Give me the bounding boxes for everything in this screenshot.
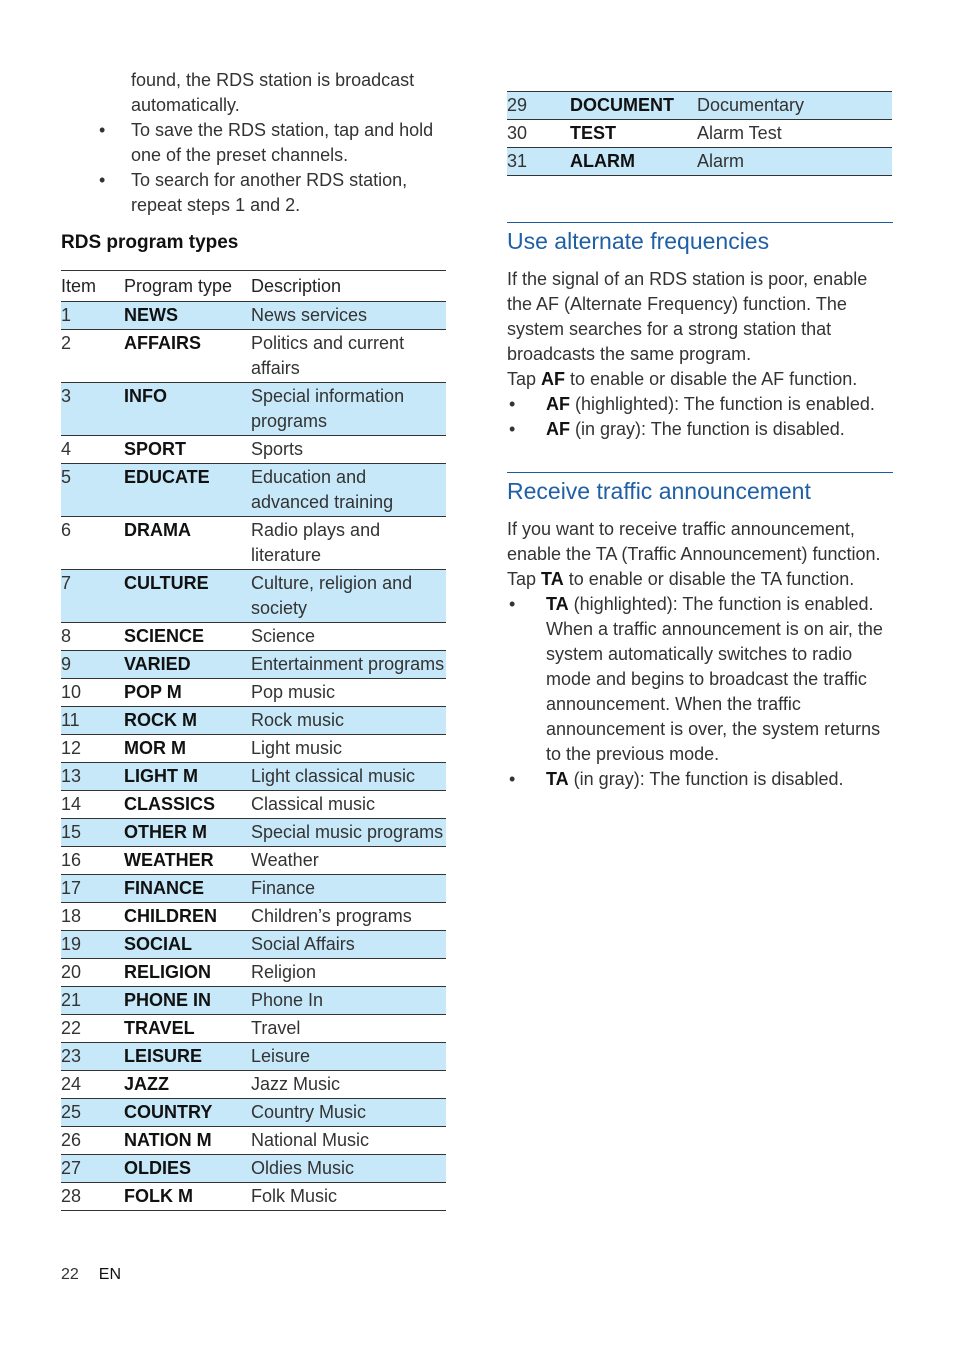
- bullet-icon: •: [99, 170, 106, 190]
- rds-program-table-continued: [507, 91, 892, 176]
- page-footer: [61, 1266, 121, 1284]
- table-row: [61, 1099, 446, 1127]
- cell-description: Finance: [251, 875, 446, 903]
- cell-program-type: JAZZ: [124, 1071, 251, 1099]
- table-row: [61, 1155, 446, 1183]
- table-row: [61, 1015, 446, 1043]
- cell-program-type: NEWS: [124, 302, 251, 330]
- table-body: [61, 302, 446, 1211]
- table-row: [507, 120, 892, 148]
- cell-program-type: LEISURE: [124, 1043, 251, 1071]
- cell-item: 29: [507, 92, 570, 120]
- bullet-icon: •: [509, 394, 516, 414]
- table-row: [61, 791, 446, 819]
- cell-item: 4: [61, 436, 124, 464]
- cell-description: Alarm: [697, 148, 892, 176]
- ta-section: [507, 472, 893, 792]
- cell-description: Science: [251, 623, 446, 651]
- bullet-icon: •: [509, 769, 516, 789]
- table-row: [61, 1183, 446, 1211]
- cell-description: Documentary: [697, 92, 892, 120]
- table-row: [507, 92, 892, 120]
- cell-program-type: RELIGION: [124, 959, 251, 987]
- cell-description: Sports: [251, 436, 446, 464]
- table-row: [61, 959, 446, 987]
- cell-program-type: ROCK M: [124, 707, 251, 735]
- ta-intro: If you want to receive traffic announcement, enable the TA (Traffic Announcement) function.: [507, 519, 881, 564]
- cell-item: 19: [61, 931, 124, 959]
- bullet-icon: •: [509, 419, 516, 439]
- cell-program-type: OTHER M: [124, 819, 251, 847]
- cell-item: 16: [61, 847, 124, 875]
- cell-description: Religion: [251, 959, 446, 987]
- table-row: [61, 330, 446, 383]
- cell-program-type: AFFAIRS: [124, 330, 251, 383]
- list-item: • TA (highlighted): The function is enabled. When a traffic announcement is on air, the system automatically switches to radio mode and begins to broadcast the traffic announcement. When the traffic announcement is over, the system returns to the previous mode.: [509, 594, 883, 764]
- cell-program-type: EDUCATE: [124, 464, 251, 517]
- cell-description: Light classical music: [251, 763, 446, 791]
- cell-description: Oldies Music: [251, 1155, 446, 1183]
- cell-item: 20: [61, 959, 124, 987]
- cell-program-type: LIGHT M: [124, 763, 251, 791]
- cell-description: Education and advanced training: [251, 464, 446, 517]
- page-number: 22: [61, 1266, 79, 1283]
- cell-program-type: NATION M: [124, 1127, 251, 1155]
- cell-program-type: CLASSICS: [124, 791, 251, 819]
- table-row: [61, 623, 446, 651]
- cell-item: 31: [507, 148, 570, 176]
- cell-item: 27: [61, 1155, 124, 1183]
- rds-program-table: [61, 270, 446, 1211]
- table-row: [61, 819, 446, 847]
- cell-item: 25: [61, 1099, 124, 1127]
- table-row: [61, 987, 446, 1015]
- table-row: [61, 570, 446, 623]
- cell-program-type: DRAMA: [124, 517, 251, 570]
- cell-program-type: INFO: [124, 383, 251, 436]
- cell-program-type: WEATHER: [124, 847, 251, 875]
- cell-program-type: VARIED: [124, 651, 251, 679]
- cell-description: Classical music: [251, 791, 446, 819]
- ta-bullet-list: [507, 592, 893, 792]
- table-row: [61, 679, 446, 707]
- header-program-type: Program type: [124, 271, 251, 302]
- cell-description: Social Affairs: [251, 931, 446, 959]
- cell-description: Rock music: [251, 707, 446, 735]
- cell-program-type: DOCUMENT: [570, 92, 697, 120]
- cell-description: Alarm Test: [697, 120, 892, 148]
- cell-program-type: SOCIAL: [124, 931, 251, 959]
- af-section: [507, 222, 893, 442]
- list-item: • AF (highlighted): The function is enabled.: [507, 392, 893, 417]
- af-bullet-list: [507, 392, 893, 442]
- cell-description: Special information programs: [251, 383, 446, 436]
- cell-description: Pop music: [251, 679, 446, 707]
- list-item: • To save the RDS station, tap and hold one of the preset channels.: [99, 120, 434, 165]
- cell-item: 8: [61, 623, 124, 651]
- cell-program-type: SPORT: [124, 436, 251, 464]
- table-row: [61, 517, 446, 570]
- cell-program-type: COUNTRY: [124, 1099, 251, 1127]
- cell-description: Special music programs: [251, 819, 446, 847]
- af-intro: If the signal of an RDS station is poor, enable the AF (Alternate Frequency) function. The system searches for a strong station that broadcasts the same program.: [507, 269, 868, 364]
- cell-item: 6: [61, 517, 124, 570]
- cell-description: Weather: [251, 847, 446, 875]
- header-item: Item: [61, 271, 124, 302]
- cell-program-type: SCIENCE: [124, 623, 251, 651]
- table-row: [61, 1071, 446, 1099]
- cell-item: 18: [61, 903, 124, 931]
- language-code: EN: [98, 1266, 122, 1283]
- cell-item: 13: [61, 763, 124, 791]
- table-row: [61, 436, 446, 464]
- table-row: [61, 1127, 446, 1155]
- list-item: • TA (in gray): The function is disabled.: [507, 767, 893, 792]
- cell-item: 5: [61, 464, 124, 517]
- cell-program-type: TEST: [570, 120, 697, 148]
- table-row: [61, 763, 446, 791]
- table-row: [507, 148, 892, 176]
- right-column: [507, 75, 893, 792]
- ta-tap-instruction: Tap TA to enable or disable the TA function.: [507, 569, 855, 589]
- ta-section-title: Receive traffic announcement: [507, 478, 811, 504]
- table-row: [61, 464, 446, 517]
- cell-item: 23: [61, 1043, 124, 1071]
- list-item: • To search for another RDS station, repeat steps 1 and 2.: [99, 170, 408, 215]
- cell-description: Radio plays and literature: [251, 517, 446, 570]
- table-row: [61, 302, 446, 330]
- cell-item: 7: [61, 570, 124, 623]
- cell-program-type: ALARM: [570, 148, 697, 176]
- cell-program-type: FINANCE: [124, 875, 251, 903]
- cell-program-type: PHONE IN: [124, 987, 251, 1015]
- list-item: • AF (in gray): The function is disabled.: [507, 417, 893, 442]
- table-row: [61, 931, 446, 959]
- header-description: Description: [251, 271, 446, 302]
- bullet-icon: •: [99, 120, 106, 140]
- cell-item: 30: [507, 120, 570, 148]
- cell-description: Travel: [251, 1015, 446, 1043]
- table-row: [61, 707, 446, 735]
- table-row: [61, 903, 446, 931]
- cell-description: Leisure: [251, 1043, 446, 1071]
- table-row: [61, 651, 446, 679]
- table-row: [61, 1043, 446, 1071]
- cell-description: Children’s programs: [251, 903, 446, 931]
- cell-description: Jazz Music: [251, 1071, 446, 1099]
- cell-description: Culture, religion and society: [251, 570, 446, 623]
- cell-item: 12: [61, 735, 124, 763]
- cell-item: 2: [61, 330, 124, 383]
- cell-item: 17: [61, 875, 124, 903]
- cell-item: 14: [61, 791, 124, 819]
- af-tap-instruction: Tap AF to enable or disable the AF function.: [507, 369, 858, 389]
- cell-description: Folk Music: [251, 1183, 446, 1211]
- cell-description: Entertainment programs: [251, 651, 446, 679]
- continuation-text: found, the RDS station is broadcast automatically.: [131, 70, 415, 115]
- cell-item: 21: [61, 987, 124, 1015]
- table-row: [61, 735, 446, 763]
- cell-program-type: POP M: [124, 679, 251, 707]
- cell-program-type: FOLK M: [124, 1183, 251, 1211]
- cell-item: 1: [61, 302, 124, 330]
- table-row: [61, 847, 446, 875]
- left-bullet-list: [61, 118, 446, 218]
- cell-program-type: MOR M: [124, 735, 251, 763]
- cell-item: 11: [61, 707, 124, 735]
- cell-item: 15: [61, 819, 124, 847]
- rds-program-types-heading: RDS program types: [61, 232, 239, 253]
- cell-description: News services: [251, 302, 446, 330]
- af-section-title: Use alternate frequencies: [507, 228, 770, 254]
- cell-program-type: CULTURE: [124, 570, 251, 623]
- cell-description: Politics and current affairs: [251, 330, 446, 383]
- table-row: [61, 875, 446, 903]
- cell-item: 24: [61, 1071, 124, 1099]
- cell-item: 26: [61, 1127, 124, 1155]
- cell-description: Light music: [251, 735, 446, 763]
- cell-description: Phone In: [251, 987, 446, 1015]
- cell-description: National Music: [251, 1127, 446, 1155]
- cell-program-type: TRAVEL: [124, 1015, 251, 1043]
- cell-item: 3: [61, 383, 124, 436]
- cell-program-type: CHILDREN: [124, 903, 251, 931]
- table-header-row: [61, 271, 446, 302]
- bullet-icon: •: [509, 594, 516, 614]
- table-body: [507, 92, 892, 176]
- cell-description: Country Music: [251, 1099, 446, 1127]
- cell-item: 9: [61, 651, 124, 679]
- cell-item: 28: [61, 1183, 124, 1211]
- cell-program-type: OLDIES: [124, 1155, 251, 1183]
- table-row: [61, 383, 446, 436]
- left-column: [61, 68, 446, 1211]
- cell-item: 10: [61, 679, 124, 707]
- cell-item: 22: [61, 1015, 124, 1043]
